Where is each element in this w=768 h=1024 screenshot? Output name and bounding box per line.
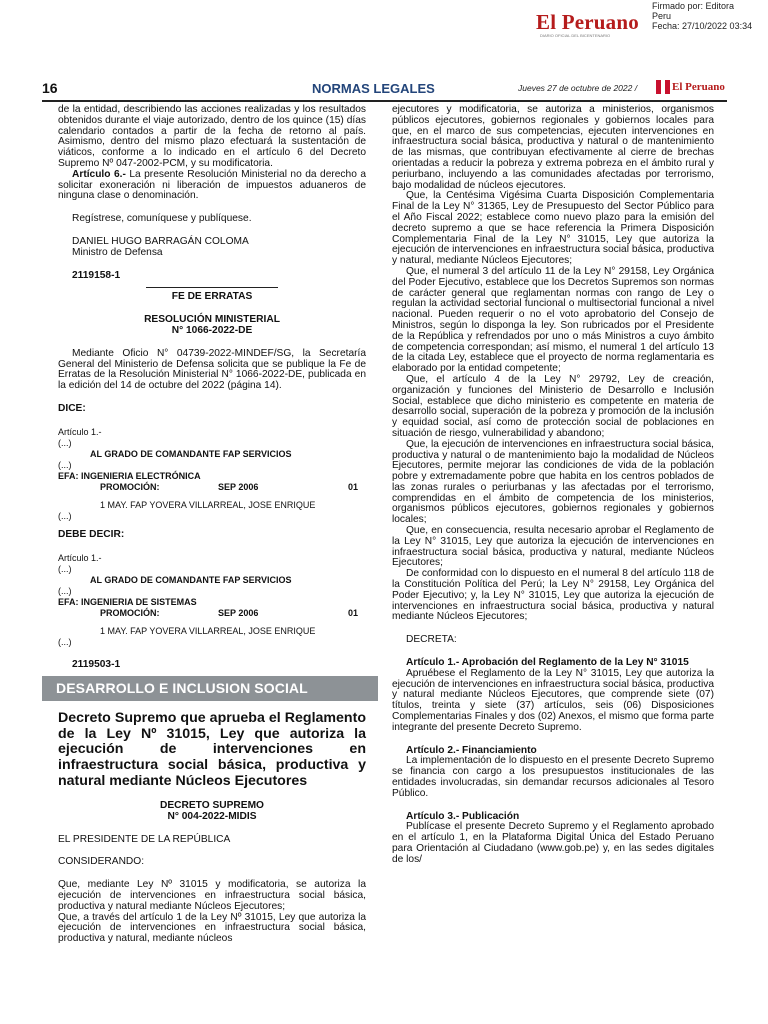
- page-number: 16: [42, 80, 58, 96]
- resolution-number: N° 1066-2022-DE: [171, 324, 253, 336]
- paragraph: ejecutores y modificatoria, se autoriza a ministerios, organismos públicos ejecutores, gobiernos regionales y gobiernos locales para que, en el marco de sus competencias, ejecuten intervenciones en infraestructura social básica, productiva y natural o de mantenimiento de las mismas, que contribuyan efectivamente al cierre de brechas orientadas a reducir la pobreza y extrema pobreza en el ámbito rural y periurbano, incluyendo a las comunidades afectadas por terrorismo, bajo modalidad de núcleos ejecutores.: [392, 104, 714, 191]
- errata-dice-block: Artículo 1.- (...) AL GRADO DE COMANDANTE FAP SERVICIOS (...) EFA: INGENIERIA ELECTRÓNICA PROMOCIÓN: SEP 2006 01 1 MAY. FAP YOVERA VILLARREAL, JOSE ENRIQUE (...): [58, 426, 359, 521]
- paragraph: Que, mediante Ley Nº 31015 y modificatoria, se autoriza la ejecución de intervenciones en infraestructura social básica, productiva y natural mediante Núcleos Ejecutores;: [58, 879, 366, 912]
- peru-flag-icon: [656, 80, 670, 94]
- paragraph: Mediante Oficio N° 04739-2022-MINDEF/SG, la Secretaría General del Ministerio de Defensa solicita que se publique la Fe de Erratas de la Resolución Ministerial N° 1066-2022-DE, publicada en la edición del 14 de octubre del 2022 (página 14).: [58, 347, 366, 392]
- divider: [146, 287, 278, 288]
- decree-label: DECRETO SUPREMO: [160, 800, 264, 812]
- document-code: 2119503-1: [72, 658, 121, 670]
- digital-signature-stamp: [0, 0, 768, 40]
- paragraph: De conformidad con lo dispuesto en el numeral 8 del artículo 118 de la Constitución Política del Perú; la Ley N° 29158, Ley Orgánica del Poder Ejecutivo; y, la Ley N° 31015, Ley que autoriza la ejecución de intervenciones en infraestructura social básica, productiva y natural mediante Núcleos Ejecutores;: [392, 568, 714, 623]
- article-6: Artículo 6.- La presente Resolución Ministerial no da derecho a solicitar exoneración ni liberación de impuestos aduaneros de ninguna clase o denominación.: [58, 168, 366, 202]
- dice-label: DICE:: [58, 402, 86, 414]
- header-date: Jueves 27 de octubre de 2022 /: [518, 83, 638, 93]
- closing-formula: Regístrese, comuníquese y publíquese.: [72, 213, 252, 225]
- paragraph: Publícase el presente Decreto Supremo y el Reglamento aprobado en el artículo 1, en la Plataforma Digital Única del Estado Peruano para Orientación al Ciudadano (www.gob.pe) y, en las sedes digitales de los/: [392, 821, 714, 865]
- paragraph: Que, a través del artículo 1 de la Ley Nº 31015, Ley que autoriza la ejecución de intervenciones en infraestructura social básica, productiva y natural, mediante núcleos: [58, 911, 366, 945]
- decree-number: N° 004-2022-MIDIS: [167, 810, 257, 822]
- decree-title: Decreto Supremo que aprueba el Reglamento de la Ley Nº 31015, Ley que autoriza la ejecución de intervenciones en infraestructura social básica, productiva y natural mediante Núcleos Ejecutores: [58, 710, 366, 789]
- section-title: NORMAS LEGALES: [312, 81, 435, 96]
- paragraph: Apruébese el Reglamento de la Ley N° 31015, Ley que autoriza la ejecución de intervenciones en infraestructura social básica, productiva y natural mediante Núcleos Ejecutores, que comprende siete (07) títulos, treinta y siete (37) artículos, seis (06) Disposiciones Complementarias Finales y dos (02) Anexos, el mismo que forma parte integrante del presente Decreto Supremo.: [392, 667, 714, 733]
- paragraph: Que, la Centésima Vigésima Cuarta Disposición Complementaria Final de la Ley N° 31365, Ley de Presupuesto del Sector Público para el Año Fiscal 2022; establece como nuevo plazo para la emisión del decreto supremo a que se hace referencia la Primera Disposición Complementaria Final de la Ley N° 31015, Ley que autoriza la ejecución de intervenciones en infraestructura social básica, productiva y natural, mediante Núcleos Ejecutores;: [392, 190, 714, 267]
- decreta-label: DECRETA:: [406, 634, 457, 646]
- resolution-title: RESOLUCIÓN MINISTERIAL: [144, 314, 280, 326]
- considerando-label: CONSIDERANDO:: [58, 856, 145, 868]
- paragraph: La implementación de lo dispuesto en el presente Decreto Supremo se financia con cargo a los presupuestos institucionales de las entidades involucradas, sin demandar recursos adicionales al Tesoro Público.: [392, 755, 714, 799]
- article-heading: Artículo 1.- Aprobación del Reglamento de la Ley N° 31015: [406, 657, 689, 669]
- article-heading: Artículo 3.- Publicación: [406, 810, 520, 822]
- left-column: [58, 105, 366, 945]
- document-code: 2119158-1: [72, 269, 121, 281]
- president-heading: EL PRESIDENTE DE LA REPÚBLICA: [58, 833, 231, 845]
- right-column: [392, 105, 714, 866]
- errata-debe-block: Artículo 1.- (...) AL GRADO DE COMANDANTE FAP SERVICIOS (...) EFA: INGENIERIA DE SISTEMAS PROMOCIÓN: SEP 2006 01 1 MAY. FAP YOVERA VILLARREAL, JOSE ENRIQUE (...): [58, 552, 359, 647]
- errata-heading: FE DE ERRATAS: [171, 291, 253, 303]
- debe-decir-label: DEBE DECIR:: [58, 528, 125, 540]
- logo-tagline: DIARIO OFICIAL DEL BICENTENARIO: [540, 33, 611, 38]
- page-header: [42, 78, 727, 102]
- paragraph: Que, el numeral 3 del artículo 11 de la Ley N° 29158, Ley Orgánica del Poder Ejecutivo, establece que los Decretos Supremos son normas de carácter general que reglamentan normas con rango de Ley o regulan la actividad sectorial funcional o multisectorial funcional a nivel nacional. Pueden requerir o no el voto aprobatorio del Consejo de Ministros, según lo disponga la ley. Son rubricados por el Presidente de la República y refrendados por uno o más Ministros a cuyo ámbito de competencia correspondan; así mismo, el numeral 1 del artículo 13 de la citada Ley, establece que el proyecto de norma reglamentaria es elaborado por la entidad competente;: [392, 265, 714, 375]
- paragraph: de la entidad, describiendo las acciones realizadas y los resultados obtenidos durante el viaje autorizado, dentro de los quince (15) días calendario contados a partir de la fecha de retorno al país. Asimismo, dentro del mismo plazo efectuará la sustentación de viáticos, conforme a lo indicado en el artículo 6 del Decreto Supremo Nº 047-2002-PCM, y su modificatoria.: [58, 104, 366, 169]
- signatory-role: Ministro de Defensa: [72, 246, 163, 258]
- el-peruano-logo: El Peruano: [536, 10, 639, 34]
- paragraph: Que, en consecuencia, resulta necesario aprobar el Reglamento de la Ley N° 31015, Ley que autoriza la ejecución de intervenciones en infraestructura social básica, productiva y natural, mediante Núcleos Ejecutores;: [392, 525, 714, 569]
- header-brand: El Peruano: [672, 81, 725, 93]
- paragraph: Que, el artículo 4 de la Ley N° 29792, Ley de creación, organización y funciones del Ministerio de Desarrollo e Inclusión Social, establece que dicho ministerio es competente en materia de desarrollo social, superación de la pobreza y promoción de la inclusión y equidad social, así como de protección social de poblaciones en situación de riesgo, vulnerabilidad y abandono;: [392, 373, 714, 439]
- section-band: DESARROLLO E INCLUSION SOCIAL: [42, 676, 378, 701]
- signature-text: Firmado por: Editora Peru Fecha: 27/10/2022 03:34: [652, 1, 753, 31]
- article-heading: Artículo 2.- Financiamiento: [406, 744, 537, 756]
- paragraph: Que, la ejecución de intervenciones en infraestructura social básica, productiva y natural o de mantenimiento bajo la modalidad de Núcleos Ejecutores, permite mejorar las condiciones de vida de la población pobre y extremadamente pobre que habita en los centros poblados de las zonas rurales o periurbanas y las afectadas por el terrorismo, comprendidas en el ámbito de competencia de los ministerios, organismos públicos ejecutores, gobiernos regionales y gobiernos locales;: [392, 438, 714, 526]
- signatory-name: DANIEL HUGO BARRAGÁN COLOMA: [72, 235, 249, 247]
